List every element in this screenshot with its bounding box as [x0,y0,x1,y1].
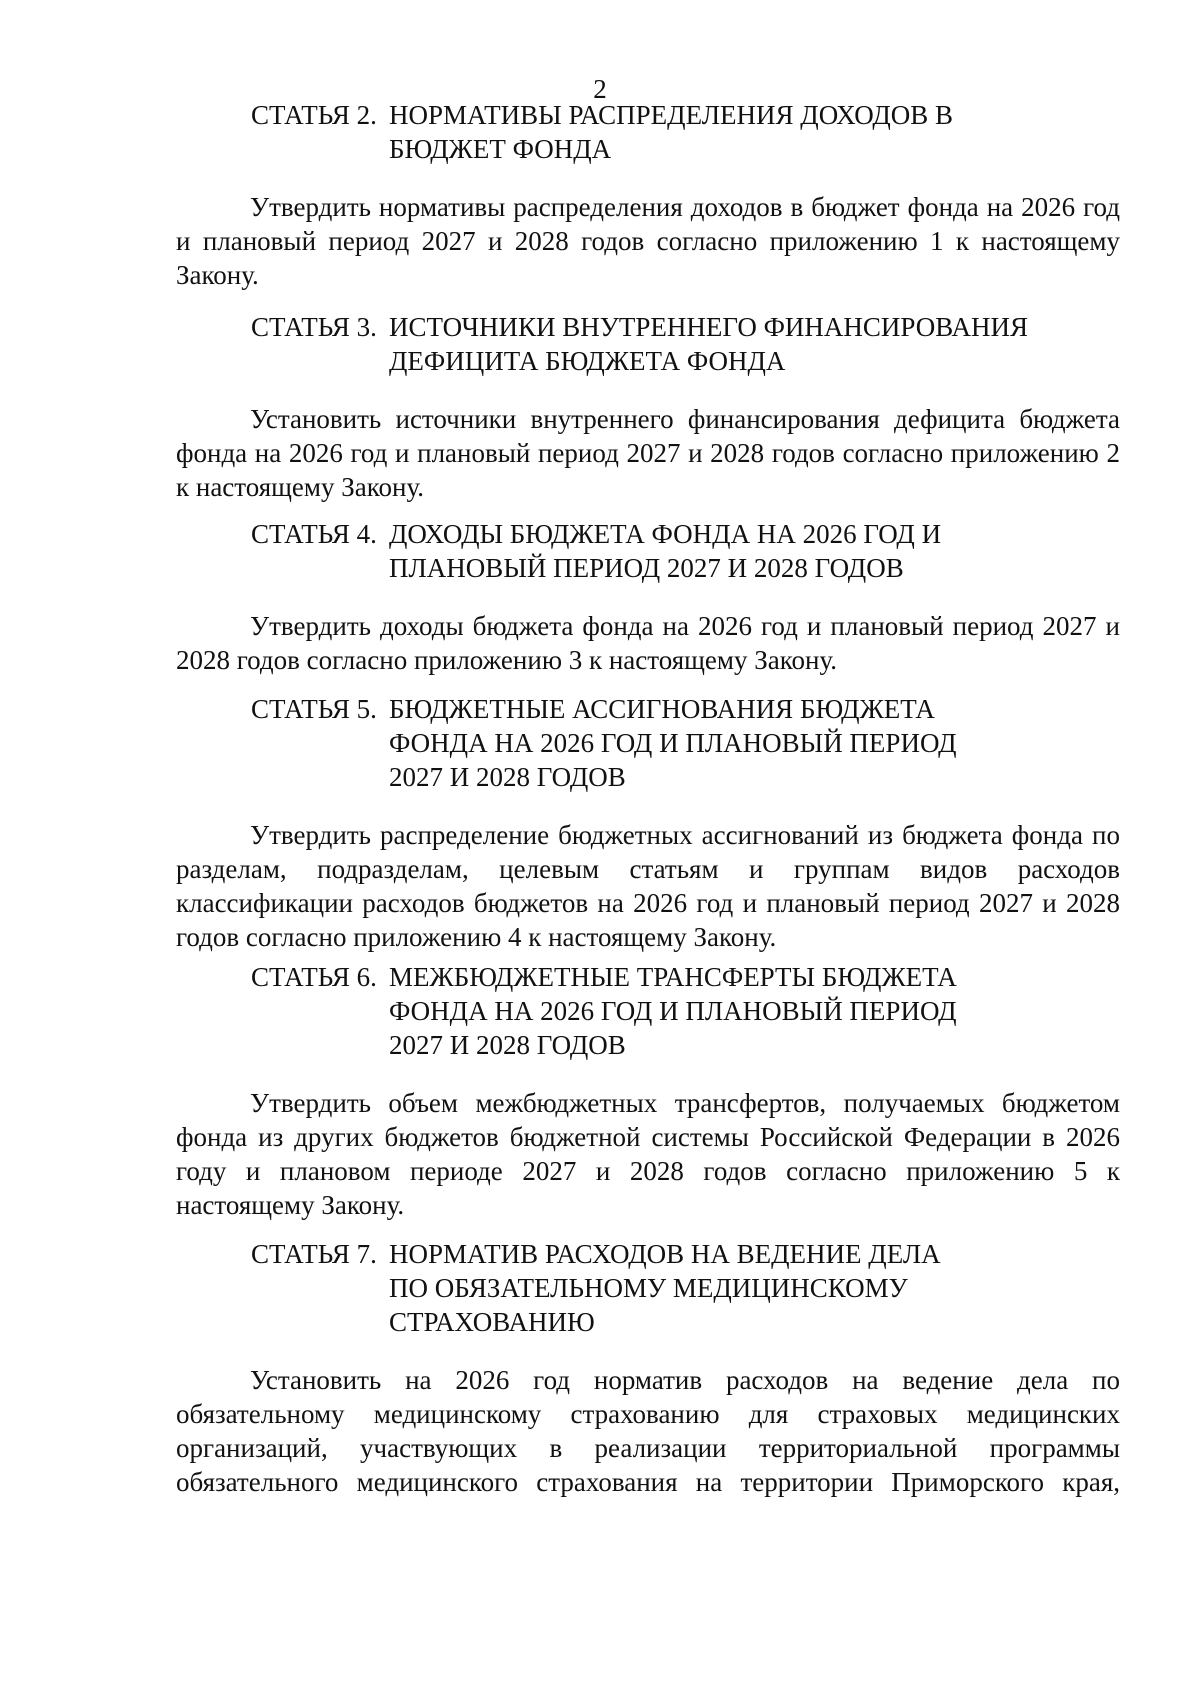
article-2 [176,98,1120,292]
article-7 [176,1237,1120,1499]
article-title-line: 2027 И 2028 ГОДОВ [389,762,626,792]
article-heading [176,1237,1120,1339]
article-4 [176,517,1120,677]
article-number: СТАТЬЯ 6. [251,962,377,992]
article-title [389,310,1029,378]
article-heading [176,960,1120,1062]
article-5 [176,692,1120,954]
article-title-line: СТРАХОВАНИЮ [389,1307,595,1337]
article-title [389,692,1029,794]
article-title [389,960,1029,1062]
article-title-line: НОРМАТИВЫ РАСПРЕДЕЛЕНИЯ ДОХОДОВ В [389,100,954,130]
article-title-line: НОРМАТИВ РАСХОДОВ НА ВЕДЕНИЕ ДЕЛА [389,1239,941,1269]
article-text: Утвердить объем межбюджетных трансфертов, получаемых бюджетом фонда из других бюджетов бюджетной системы Российской Федерации в 2026 году и плановом периоде 2027 и 2028 годов согласно приложению 5 к настоящему Закону. [176,1088,1120,1220]
article-title [389,98,1029,166]
article-number: СТАТЬЯ 2. [251,100,377,130]
article-title-line: ПО ОБЯЗАТЕЛЬНОМУ МЕДИЦИНСКОМУ [389,1273,908,1303]
article-text: Утвердить доходы бюджета фонда на 2026 год и плановый период 2027 и 2028 годов согласно приложению 3 к настоящему Закону. [176,611,1120,675]
article-number: СТАТЬЯ 4. [251,519,377,549]
article-title-line: БЮДЖЕТ ФОНДА [389,134,612,164]
article-text: Утвердить нормативы распределения доходов в бюджет фонда на 2026 год и плановый период 2027 и 2028 годов согласно приложению 1 к настоящему Закону. [176,192,1120,290]
article-heading [176,517,1120,585]
page-number: 2 [593,74,607,104]
article-title [389,517,1029,585]
article-title-line: БЮДЖЕТНЫЕ АССИГНОВАНИЯ БЮДЖЕТА [389,694,935,724]
article-title-line: МЕЖБЮДЖЕТНЫЕ ТРАНСФЕРТЫ БЮДЖЕТА [389,962,957,992]
article-6 [176,960,1120,1222]
article-text: Утвердить распределение бюджетных ассигнований из бюджета фонда по разделам, подразделам, целевым статьям и группам видов расходов классификации расходов бюджетов на 2026 год и плановый период 2027 и 2028 годов согласно приложению 4 к настоящему Закону. [176,820,1120,952]
article-title-line: 2027 И 2028 ГОДОВ [389,1030,626,1060]
article-title-line: ПЛАНОВЫЙ ПЕРИОД 2027 И 2028 ГОДОВ [389,553,904,583]
article-number: СТАТЬЯ 3. [251,312,377,342]
article-text: Установить источники внутреннего финансирования дефицита бюджета фонда на 2026 год и плановый период 2027 и 2028 годов согласно приложению 2 к настоящему Закону. [176,404,1120,502]
article-title-line: ДОХОДЫ БЮДЖЕТА ФОНДА НА 2026 ГОД И [389,519,942,549]
article-heading [176,692,1120,794]
article-text: Установить на 2026 год норматив расходов на ведение дела по обязательному медицинскому страхованию для страховых медицинских организаций, участвующих в реализации территориальной программы обязательного медицинского страхования на территории Приморского края, [176,1365,1120,1497]
article-number: СТАТЬЯ 5. [251,694,377,724]
article-number: СТАТЬЯ 7. [251,1239,377,1269]
article-3 [176,310,1120,504]
article-title-line: ФОНДА НА 2026 ГОД И ПЛАНОВЫЙ ПЕРИОД [389,996,957,1026]
article-title [389,1237,1029,1339]
article-title-line: ФОНДА НА 2026 ГОД И ПЛАНОВЫЙ ПЕРИОД [389,728,957,758]
article-heading [176,310,1120,378]
article-heading [176,98,1120,166]
article-title-line: ДЕФИЦИТА БЮДЖЕТА ФОНДА [389,346,786,376]
article-title-line: ИСТОЧНИКИ ВНУТРЕННЕГО ФИНАНСИРОВАНИЯ [389,312,1029,342]
